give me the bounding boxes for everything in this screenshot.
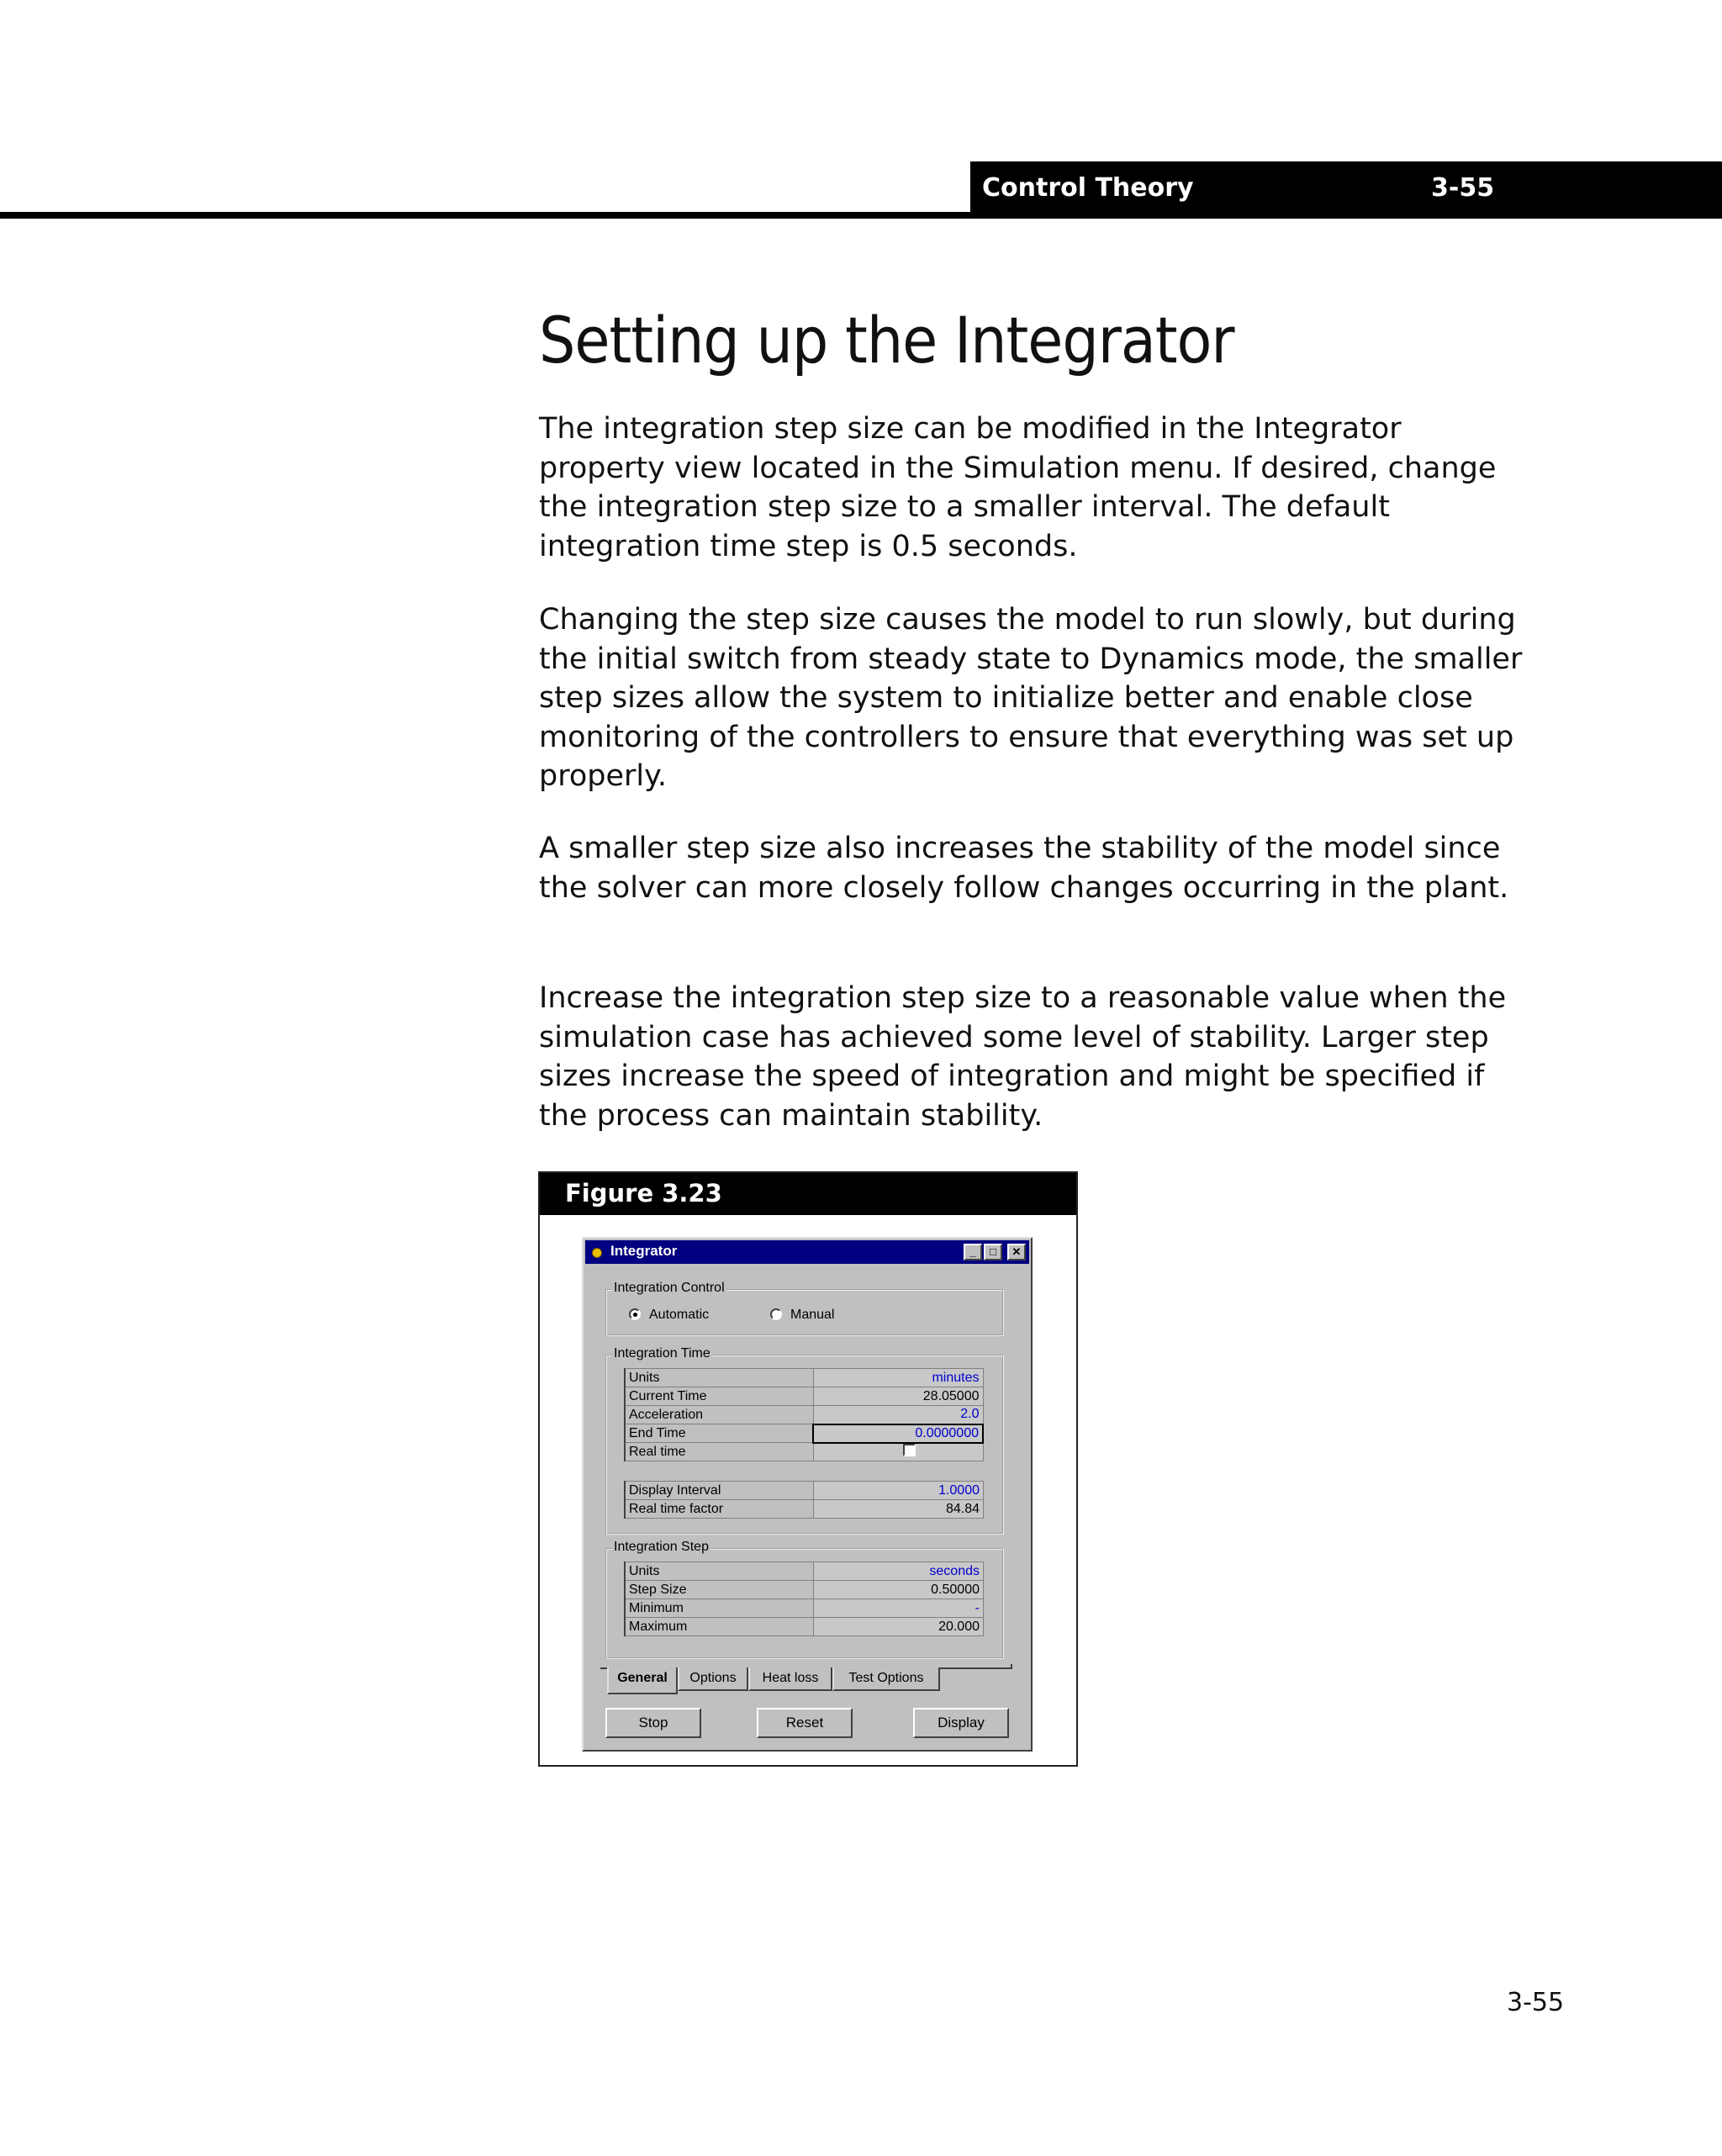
maximize-icon[interactable]: □ (984, 1244, 1002, 1260)
tab-test-options[interactable]: Test Options (832, 1667, 940, 1691)
paragraph: Changing the step size causes the model to run slowly, but during the initial switch from steady state to Dynamics mode, the smaller step sizes allow the system to initialize better and enable close monitoring of the controllers to ensure that everything was set up properly. (539, 603, 1523, 793)
reset-button[interactable]: Reset (757, 1708, 853, 1738)
row-label: Current Time (625, 1387, 813, 1406)
integration-control-group (605, 1281, 1004, 1336)
row-label: Real time (625, 1443, 813, 1461)
running-header (970, 161, 1722, 219)
row-label: Acceleration (625, 1406, 813, 1424)
radio-label: Manual (790, 1308, 835, 1322)
integrator-dialog (582, 1237, 1033, 1752)
row-label: Real time factor (625, 1500, 813, 1519)
radio-label: Automatic (649, 1308, 710, 1322)
current-time-value: 28.05000 (813, 1387, 983, 1406)
maximum-value[interactable]: 20.000 (813, 1618, 984, 1636)
tab-options[interactable]: Options (678, 1667, 748, 1691)
group-legend: Integration Time (614, 1346, 710, 1361)
close-icon[interactable]: ✕ (1007, 1244, 1026, 1260)
figure-3-23 (538, 1171, 1078, 1767)
table-row (625, 1581, 984, 1599)
page-number: 3-55 (1507, 1988, 1565, 2017)
row-label: Maximum (625, 1618, 813, 1636)
radio-manual[interactable] (770, 1308, 834, 1323)
table-row (625, 1387, 983, 1406)
header-title: Control Theory (982, 173, 1194, 203)
integration-step-group (605, 1540, 1004, 1659)
table-row (625, 1599, 984, 1618)
row-label: Step Size (625, 1581, 813, 1599)
row-label: Units (625, 1369, 813, 1387)
radio-icon (770, 1308, 782, 1320)
table-row (625, 1500, 984, 1519)
table-row (625, 1406, 983, 1424)
group-legend: Integration Control (614, 1281, 725, 1295)
display-button[interactable]: Display (913, 1708, 1009, 1738)
paragraph: A smaller step size also increases the stability of the model since the solver can more closely follow changes occurring in the plant. (539, 832, 1509, 905)
row-label: End Time (625, 1424, 813, 1443)
table-row (625, 1424, 983, 1443)
row-label: Display Interval (625, 1482, 813, 1500)
real-time-checkbox[interactable] (903, 1444, 916, 1456)
display-interval-value[interactable]: 1.0000 (813, 1482, 984, 1500)
dialog-title: Integrator (610, 1243, 678, 1259)
figure-caption-bar (540, 1173, 1076, 1215)
paragraph: The integration step size can be modified in the Integrator property view located in the Simulation menu. If desired, change the integration step size to a smaller interval. The default integration time step is 0.5 seconds. (539, 412, 1497, 563)
tab-general[interactable]: General (607, 1667, 678, 1694)
dialog-titlebar[interactable] (585, 1240, 1029, 1264)
integration-time-group (605, 1346, 1004, 1535)
integration-time-table (624, 1368, 984, 1461)
row-label: Minimum (625, 1599, 813, 1618)
table-row (625, 1618, 984, 1636)
row-label: Units (625, 1562, 813, 1581)
paragraph: Increase the integration step size to a reasonable value when the simulation case has achieved some level of stability. Larger step sizes increase the speed of integration and might be specified if the process can maintain stability. (539, 981, 1507, 1133)
acceleration-value[interactable]: 2.0 (813, 1406, 983, 1424)
table-row (625, 1482, 984, 1500)
figure-caption: Figure 3.23 (565, 1179, 722, 1207)
integration-step-table (624, 1562, 984, 1636)
app-icon (592, 1248, 602, 1258)
radio-selected-icon (629, 1308, 641, 1320)
real-time-cell (813, 1443, 983, 1461)
minimum-value[interactable]: - (813, 1599, 984, 1618)
step-size-value[interactable]: 0.50000 (813, 1581, 984, 1599)
integration-time-table-2 (624, 1481, 984, 1519)
units-value[interactable]: minutes (813, 1369, 983, 1387)
table-row (625, 1443, 983, 1461)
group-legend: Integration Step (614, 1540, 709, 1554)
table-row (625, 1562, 984, 1581)
real-time-factor-value: 84.84 (813, 1500, 984, 1519)
header-page-number: 3-55 (1431, 173, 1495, 203)
step-units-value[interactable]: seconds (813, 1562, 984, 1581)
minimize-icon[interactable]: _ (964, 1244, 982, 1260)
page-title: Setting up the Integrator (539, 303, 1234, 378)
table-row (625, 1369, 983, 1387)
radio-automatic[interactable] (629, 1308, 709, 1323)
stop-button[interactable]: Stop (605, 1708, 701, 1738)
tab-heat-loss[interactable]: Heat loss (748, 1667, 832, 1691)
end-time-field[interactable]: 0.0000000 (813, 1424, 983, 1443)
